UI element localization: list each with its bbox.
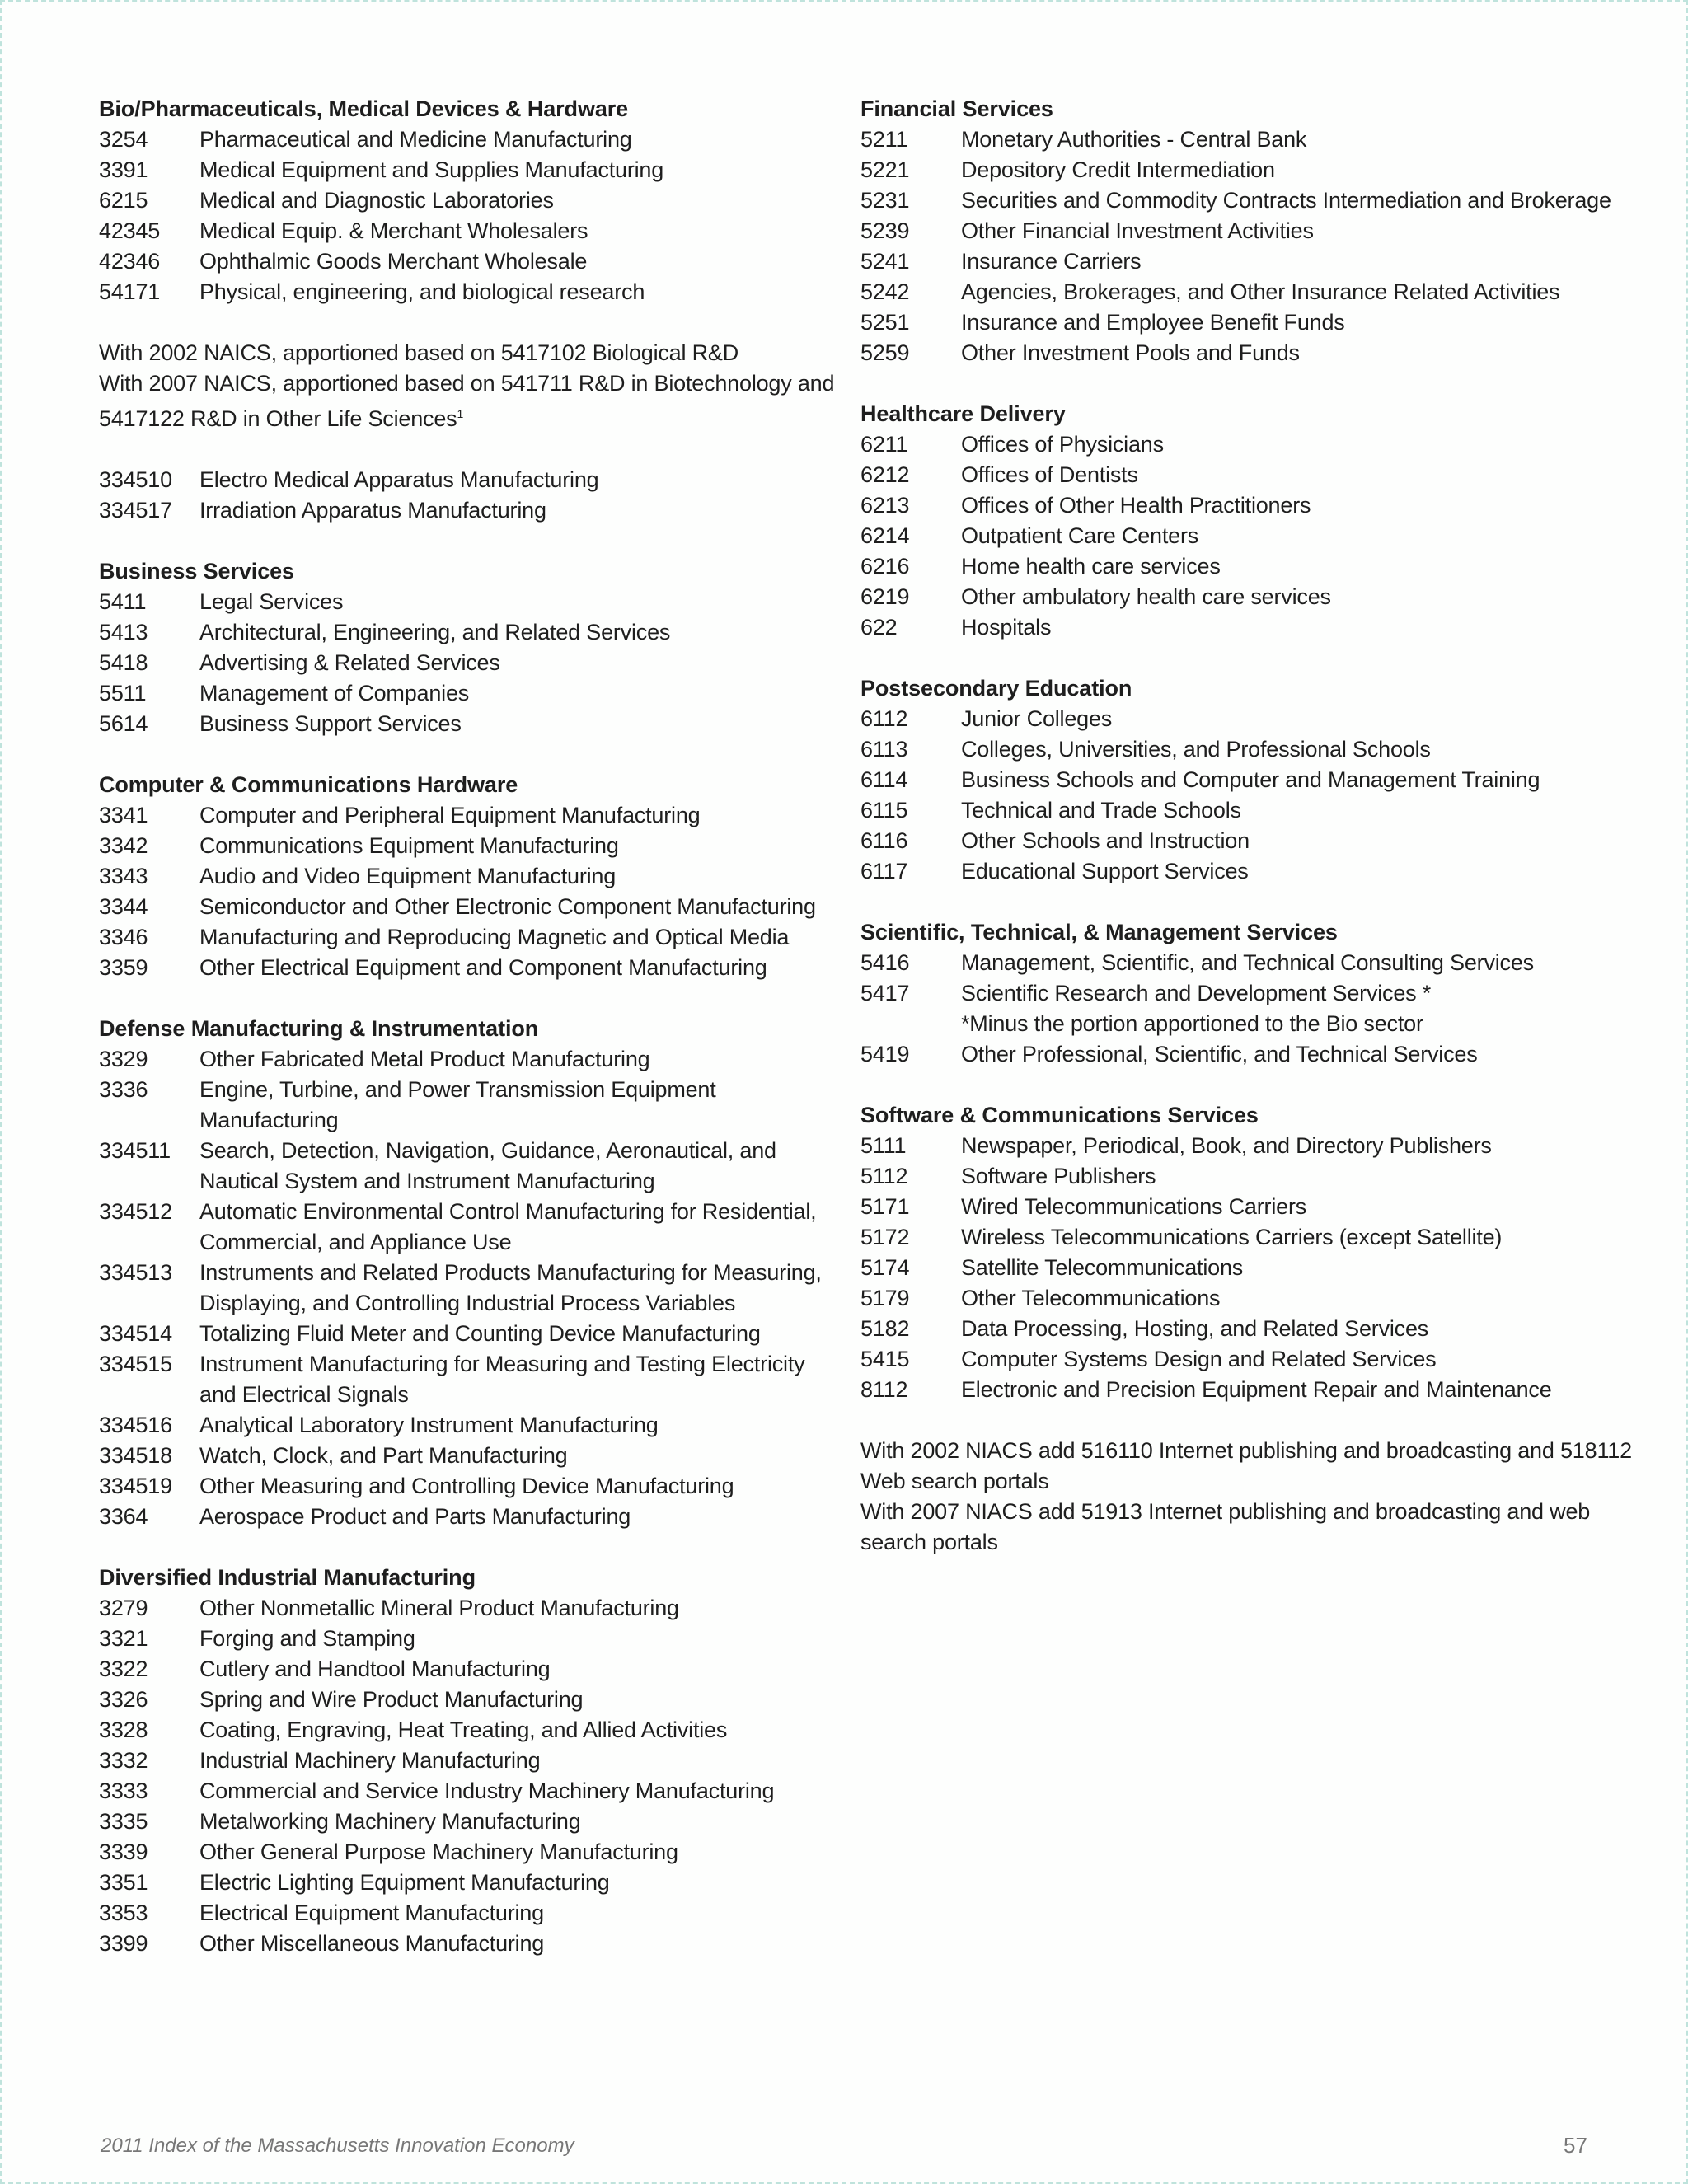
naics-code: 42346 (99, 249, 161, 274)
code-row (860, 338, 1652, 368)
naics-code: 622 (860, 615, 898, 640)
code-list (99, 465, 841, 526)
naics-code: 3364 (99, 1504, 148, 1529)
code-row (99, 1715, 841, 1746)
industry-description: Other Professional, Scientific, and Technical Services (961, 1042, 1478, 1066)
note: With 2002 NAICS, apportioned based on 5417102 Biological R&D (99, 340, 738, 365)
naics-code: 5171 (860, 1194, 910, 1219)
industry-description: Instrument Manufacturing for Measuring and Testing Electricity and Electrical Signals (199, 1352, 805, 1407)
code-row (860, 978, 1652, 1009)
industry-description: Offices of Dentists (961, 462, 1138, 487)
industry-description: Coating, Engraving, Heat Treating, and Allied Activities (199, 1718, 728, 1742)
code-row (860, 612, 1652, 643)
section-title: Diversified Industrial Manufacturing (99, 1565, 476, 1590)
code-row (99, 1898, 841, 1929)
naics-code: 3391 (99, 157, 148, 182)
code-row (99, 246, 841, 277)
note: With 2007 NIACS add 51913 Internet publishing and broadcasting and web search portals (860, 1499, 1591, 1554)
code-row (99, 587, 841, 617)
naics-code: 5112 (860, 1164, 908, 1188)
code-list (860, 1131, 1652, 1405)
code-list (99, 124, 841, 307)
industry-description: Satellite Telecommunications (961, 1255, 1244, 1280)
code-row (99, 495, 841, 526)
industry-description: Agencies, Brokerages, and Other Insurance Related Activities (961, 279, 1560, 304)
section-defense (99, 1014, 841, 1532)
naics-code: 8112 (860, 1377, 908, 1402)
code-row (99, 953, 841, 983)
naics-code: 334515 (99, 1352, 172, 1376)
code-row (99, 1654, 841, 1685)
industry-description: Electronic and Precision Equipment Repair and Maintenance (961, 1377, 1552, 1402)
section-software (860, 1100, 1652, 1558)
industry-description: Scientific Research and Development Services * (961, 981, 1432, 1005)
code-row (99, 709, 841, 739)
code-row (860, 246, 1652, 277)
code-row (860, 1131, 1652, 1161)
code-row (99, 1258, 841, 1319)
code-list (99, 1044, 841, 1532)
code-row (860, 1222, 1652, 1253)
industry-description: Electric Lighting Equipment Manufacturing (199, 1870, 610, 1895)
industry-description: Electrical Equipment Manufacturing (199, 1900, 544, 1925)
code-row (99, 1441, 841, 1471)
industry-description: Monetary Authorities - Central Bank (961, 127, 1307, 152)
industry-description: Analytical Laboratory Instrument Manufacturing (199, 1413, 659, 1437)
code-list (860, 704, 1652, 887)
industry-description: Spring and Wire Product Manufacturing (199, 1687, 584, 1712)
code-row (99, 155, 841, 185)
industry-description: Industrial Machinery Manufacturing (199, 1748, 541, 1773)
code-row (99, 216, 841, 246)
code-row (860, 551, 1652, 582)
naics-code: 3343 (99, 864, 148, 888)
naics-code: 5179 (860, 1286, 910, 1310)
industry-description: Technical and Trade Schools (961, 798, 1241, 823)
industry-description: Software Publishers (961, 1164, 1156, 1188)
code-row (99, 1593, 841, 1624)
code-row (860, 826, 1652, 856)
industry-description: Home health care services (961, 554, 1221, 579)
naics-code: 5413 (99, 620, 148, 644)
industry-description: Automatic Environmental Control Manufacturing for Residential, Commercial, and Appliance Use (199, 1199, 817, 1254)
code-row (860, 1314, 1652, 1344)
naics-code: 334510 (99, 467, 172, 492)
code-list (99, 800, 841, 983)
code-row (99, 892, 841, 922)
industry-description: Offices of Physicians (961, 432, 1164, 457)
industry-description: Watch, Clock, and Part Manufacturing (199, 1443, 568, 1468)
naics-code: 5241 (860, 249, 910, 274)
naics-code: 6212 (860, 462, 910, 487)
industry-description: Aerospace Product and Parts Manufacturing (199, 1504, 631, 1529)
naics-code: 5211 (860, 127, 908, 152)
code-row (860, 124, 1652, 155)
code-list (860, 429, 1652, 643)
section-title: Financial Services (860, 96, 1053, 121)
naics-code: 6213 (860, 493, 910, 518)
code-row (99, 465, 841, 495)
naics-code: 334519 (99, 1474, 172, 1498)
naics-code: 334513 (99, 1260, 172, 1285)
code-row (99, 648, 841, 678)
code-row (99, 1044, 841, 1075)
code-row (99, 831, 841, 861)
industry-description: Other General Purpose Machinery Manufacturing (199, 1840, 678, 1864)
code-row (99, 1471, 841, 1502)
code-row (860, 460, 1652, 490)
section-title: Defense Manufacturing & Instrumentation (99, 1016, 539, 1041)
naics-code: 3342 (99, 833, 148, 858)
industry-description: Newspaper, Periodical, Book, and Directory Publishers (961, 1133, 1492, 1158)
naics-code: 6117 (860, 859, 908, 883)
naics-code: 6216 (860, 554, 910, 579)
industry-description: Medical Equipment and Supplies Manufacturing (199, 157, 664, 182)
code-row (99, 185, 841, 216)
code-row (860, 765, 1652, 795)
industry-description: Securities and Commodity Contracts Intermediation and Brokerage (961, 188, 1611, 213)
code-row (99, 1136, 841, 1197)
section-financial (860, 94, 1652, 368)
section-title: Scientific, Technical, & Management Services (860, 920, 1338, 944)
code-row (99, 1746, 841, 1776)
industry-description: Business Schools and Computer and Management Training (961, 767, 1540, 792)
naics-code: 334512 (99, 1199, 172, 1224)
industry-description: Medical Equip. & Merchant Wholesalers (199, 218, 588, 243)
section-title: Business Services (99, 559, 294, 583)
industry-description: Pharmaceutical and Medicine Manufacturing (199, 127, 632, 152)
naics-code: 3344 (99, 894, 148, 919)
code-row (860, 1283, 1652, 1314)
naics-code: 3341 (99, 803, 148, 827)
naics-code: 3351 (99, 1870, 148, 1895)
code-row (99, 1929, 841, 1959)
code-row (99, 861, 841, 892)
industry-description: Other Electrical Equipment and Component Manufacturing (199, 955, 767, 980)
section-business (99, 556, 841, 739)
naics-code: 334516 (99, 1413, 172, 1437)
code-row (860, 795, 1652, 826)
naics-code: 6211 (860, 432, 908, 457)
left-column (99, 94, 841, 1990)
code-row (99, 1075, 841, 1136)
code-row (860, 185, 1652, 216)
section-title: Software & Communications Services (860, 1103, 1259, 1127)
naics-code: 5111 (860, 1133, 907, 1158)
code-row (99, 922, 841, 953)
code-row (860, 521, 1652, 551)
naics-code: 5231 (860, 188, 910, 213)
code-row (99, 1624, 841, 1654)
naics-code: 3399 (99, 1931, 148, 1956)
section-title: Postsecondary Education (860, 676, 1132, 701)
code-row (860, 1039, 1652, 1070)
naics-code: 3254 (99, 127, 148, 152)
section-computer (99, 770, 841, 983)
code-row (860, 277, 1652, 307)
code-row (99, 1197, 841, 1258)
naics-code: 3321 (99, 1626, 148, 1651)
naics-code: 5172 (860, 1225, 910, 1249)
section-diversified (99, 1563, 841, 1959)
code-row (860, 1192, 1652, 1222)
industry-description: Irradiation Apparatus Manufacturing (199, 498, 546, 523)
naics-code: 6116 (860, 828, 908, 853)
code-row (860, 704, 1652, 734)
code-row (860, 216, 1652, 246)
industry-description: Instruments and Related Products Manufacturing for Measuring, Displaying, and Controlling Industrial Process Variables (199, 1260, 822, 1315)
naics-code: 5511 (99, 681, 147, 705)
note-text: With 2007 NAICS, apportioned based on 541711 R&D in Biotechnology and 5417122 R&D in Other Life Sciences (99, 371, 835, 431)
naics-code: 3329 (99, 1047, 148, 1071)
code-row (860, 1375, 1652, 1405)
section-postsecondary (860, 673, 1652, 887)
naics-code: 42345 (99, 218, 161, 243)
industry-description: Architectural, Engineering, and Related Services (199, 620, 671, 644)
spacer (99, 307, 841, 338)
code-list (99, 587, 841, 739)
code-row (99, 1349, 841, 1410)
code-row (99, 277, 841, 307)
section-title: Bio/Pharmaceuticals, Medical Devices & Hardware (99, 96, 629, 121)
industry-description: Advertising & Related Services (199, 650, 500, 675)
industry-description: Educational Support Services (961, 859, 1249, 883)
industry-description: Other Schools and Instruction (961, 828, 1250, 853)
industry-description: Electro Medical Apparatus Manufacturing (199, 467, 599, 492)
naics-code: 5416 (860, 950, 910, 975)
note (99, 368, 841, 434)
naics-code: 5411 (99, 589, 147, 614)
industry-description: Management of Companies (199, 681, 470, 705)
industry-description: Communications Equipment Manufacturing (199, 833, 619, 858)
code-row (99, 1807, 841, 1837)
industry-description: Other ambulatory health care services (961, 584, 1331, 609)
code-row (860, 307, 1652, 338)
code-row (99, 1502, 841, 1532)
code-row (99, 678, 841, 709)
code-row (860, 155, 1652, 185)
industry-description: Medical and Diagnostic Laboratories (199, 188, 554, 213)
industry-description: Search, Detection, Navigation, Guidance, Aeronautical, and Nautical System and Instrument Manufacturing (199, 1138, 776, 1193)
naics-code: 3346 (99, 925, 148, 949)
section-title: Computer & Communications Hardware (99, 772, 518, 797)
code-row (99, 1319, 841, 1349)
footnote-marker: 1 (457, 407, 464, 420)
code-row (860, 948, 1652, 978)
code-row (860, 1253, 1652, 1283)
naics-code: 5182 (860, 1316, 910, 1341)
industry-description: Engine, Turbine, and Power Transmission Equipment Manufacturing (199, 1077, 716, 1132)
industry-description: *Minus the portion apportioned to the Bio sector (961, 1011, 1423, 1036)
naics-code: 334518 (99, 1443, 172, 1468)
spacer (860, 1405, 1652, 1436)
section-title: Healthcare Delivery (860, 401, 1066, 426)
naics-code: 5415 (860, 1347, 910, 1371)
section-scientific (860, 917, 1652, 1070)
naics-code: 6113 (860, 737, 908, 762)
industry-description: Insurance Carriers (961, 249, 1142, 274)
naics-code: 6214 (860, 523, 910, 548)
naics-code: 6215 (99, 188, 148, 213)
naics-code: 5221 (860, 157, 910, 182)
code-row (99, 124, 841, 155)
naics-code: 5242 (860, 279, 910, 304)
industry-description: Other Investment Pools and Funds (961, 340, 1300, 365)
naics-code: 334511 (99, 1138, 171, 1163)
industry-description: Totalizing Fluid Meter and Counting Device Manufacturing (199, 1321, 761, 1346)
industry-description: Physical, engineering, and biological research (199, 279, 645, 304)
industry-description: Semiconductor and Other Electronic Component Manufacturing (199, 894, 816, 919)
naics-code: 5417 (860, 981, 910, 1005)
code-row (860, 1161, 1652, 1192)
code-row (860, 856, 1652, 887)
spacer (99, 434, 841, 465)
industry-description: Other Nonmetallic Mineral Product Manufacturing (199, 1596, 679, 1620)
naics-code: 54171 (99, 279, 161, 304)
note: With 2002 NIACS add 516110 Internet publishing and broadcasting and 518112 Web search portals (860, 1438, 1632, 1493)
industry-description: Manufacturing and Reproducing Magnetic and Optical Media (199, 925, 790, 949)
code-row (860, 1344, 1652, 1375)
footer-publication-title: 2011 Index of the Massachusetts Innovation Economy (101, 2135, 574, 2157)
industry-description: Insurance and Employee Benefit Funds (961, 310, 1345, 335)
naics-code: 334514 (99, 1321, 172, 1346)
code-row (99, 1776, 841, 1807)
naics-code: 3279 (99, 1596, 148, 1620)
naics-code: 6219 (860, 584, 910, 609)
industry-description: Wired Telecommunications Carriers (961, 1194, 1307, 1219)
industry-description: Management, Scientific, and Technical Consulting Services (961, 950, 1534, 975)
code-row (99, 617, 841, 648)
section-bio (99, 94, 841, 526)
industry-description: Outpatient Care Centers (961, 523, 1199, 548)
industry-description: Depository Credit Intermediation (961, 157, 1275, 182)
naics-code: 5418 (99, 650, 148, 675)
section-healthcare (860, 399, 1652, 643)
code-row (99, 1837, 841, 1868)
industry-description: Business Support Services (199, 711, 462, 736)
code-row (99, 1685, 841, 1715)
naics-code: 3336 (99, 1077, 148, 1102)
naics-code: 5239 (860, 218, 910, 243)
naics-code: 3353 (99, 1900, 148, 1925)
industry-description: Junior Colleges (961, 706, 1113, 731)
industry-description: Legal Services (199, 589, 344, 614)
naics-code: 3326 (99, 1687, 148, 1712)
code-row (99, 1410, 841, 1441)
naics-code: 6114 (860, 767, 908, 792)
industry-description: Audio and Video Equipment Manufacturing (199, 864, 617, 888)
industry-description: Ophthalmic Goods Merchant Wholesale (199, 249, 588, 274)
naics-code: 3335 (99, 1809, 148, 1834)
industry-description: Wireless Telecommunications Carriers (except Satellite) (961, 1225, 1503, 1249)
industry-description: Other Financial Investment Activities (961, 218, 1314, 243)
naics-code: 5259 (860, 340, 910, 365)
code-row (99, 800, 841, 831)
code-row (860, 429, 1652, 460)
industry-description: Hospitals (961, 615, 1052, 640)
naics-code: 334517 (99, 498, 172, 523)
industry-description: Other Miscellaneous Manufacturing (199, 1931, 545, 1956)
industry-description: Colleges, Universities, and Professional Schools (961, 737, 1431, 762)
code-list (860, 124, 1652, 368)
code-row (860, 1009, 1652, 1039)
code-row (860, 734, 1652, 765)
naics-code: 5614 (99, 711, 148, 736)
industry-description: Forging and Stamping (199, 1626, 415, 1651)
naics-code: 3359 (99, 955, 148, 980)
naics-code: 6115 (860, 798, 908, 823)
industry-description: Offices of Other Health Practitioners (961, 493, 1311, 518)
industry-description: Other Telecommunications (961, 1286, 1221, 1310)
industry-description: Data Processing, Hosting, and Related Services (961, 1316, 1429, 1341)
industry-description: Other Measuring and Controlling Device Manufacturing (199, 1474, 734, 1498)
naics-code: 3333 (99, 1779, 148, 1803)
naics-code: 3332 (99, 1748, 148, 1773)
code-row (860, 490, 1652, 521)
page-number: 57 (1564, 2133, 1587, 2158)
naics-code: 5174 (860, 1255, 910, 1280)
naics-code: 3322 (99, 1657, 148, 1681)
industry-description: Cutlery and Handtool Manufacturing (199, 1657, 551, 1681)
naics-code: 6112 (860, 706, 908, 731)
naics-code: 3339 (99, 1840, 148, 1864)
right-column (860, 94, 1652, 1588)
naics-code: 3328 (99, 1718, 148, 1742)
code-list (99, 1593, 841, 1959)
code-row (99, 1868, 841, 1898)
industry-description: Metalworking Machinery Manufacturing (199, 1809, 581, 1834)
naics-code: 5419 (860, 1042, 910, 1066)
code-list (860, 948, 1652, 1070)
industry-description: Other Fabricated Metal Product Manufacturing (199, 1047, 650, 1071)
industry-description: Commercial and Service Industry Machinery Manufacturing (199, 1779, 775, 1803)
code-row (860, 582, 1652, 612)
industry-description: Computer Systems Design and Related Services (961, 1347, 1437, 1371)
naics-code: 5251 (860, 310, 910, 335)
industry-description: Computer and Peripheral Equipment Manufacturing (199, 803, 701, 827)
naics-code (860, 1009, 961, 1039)
